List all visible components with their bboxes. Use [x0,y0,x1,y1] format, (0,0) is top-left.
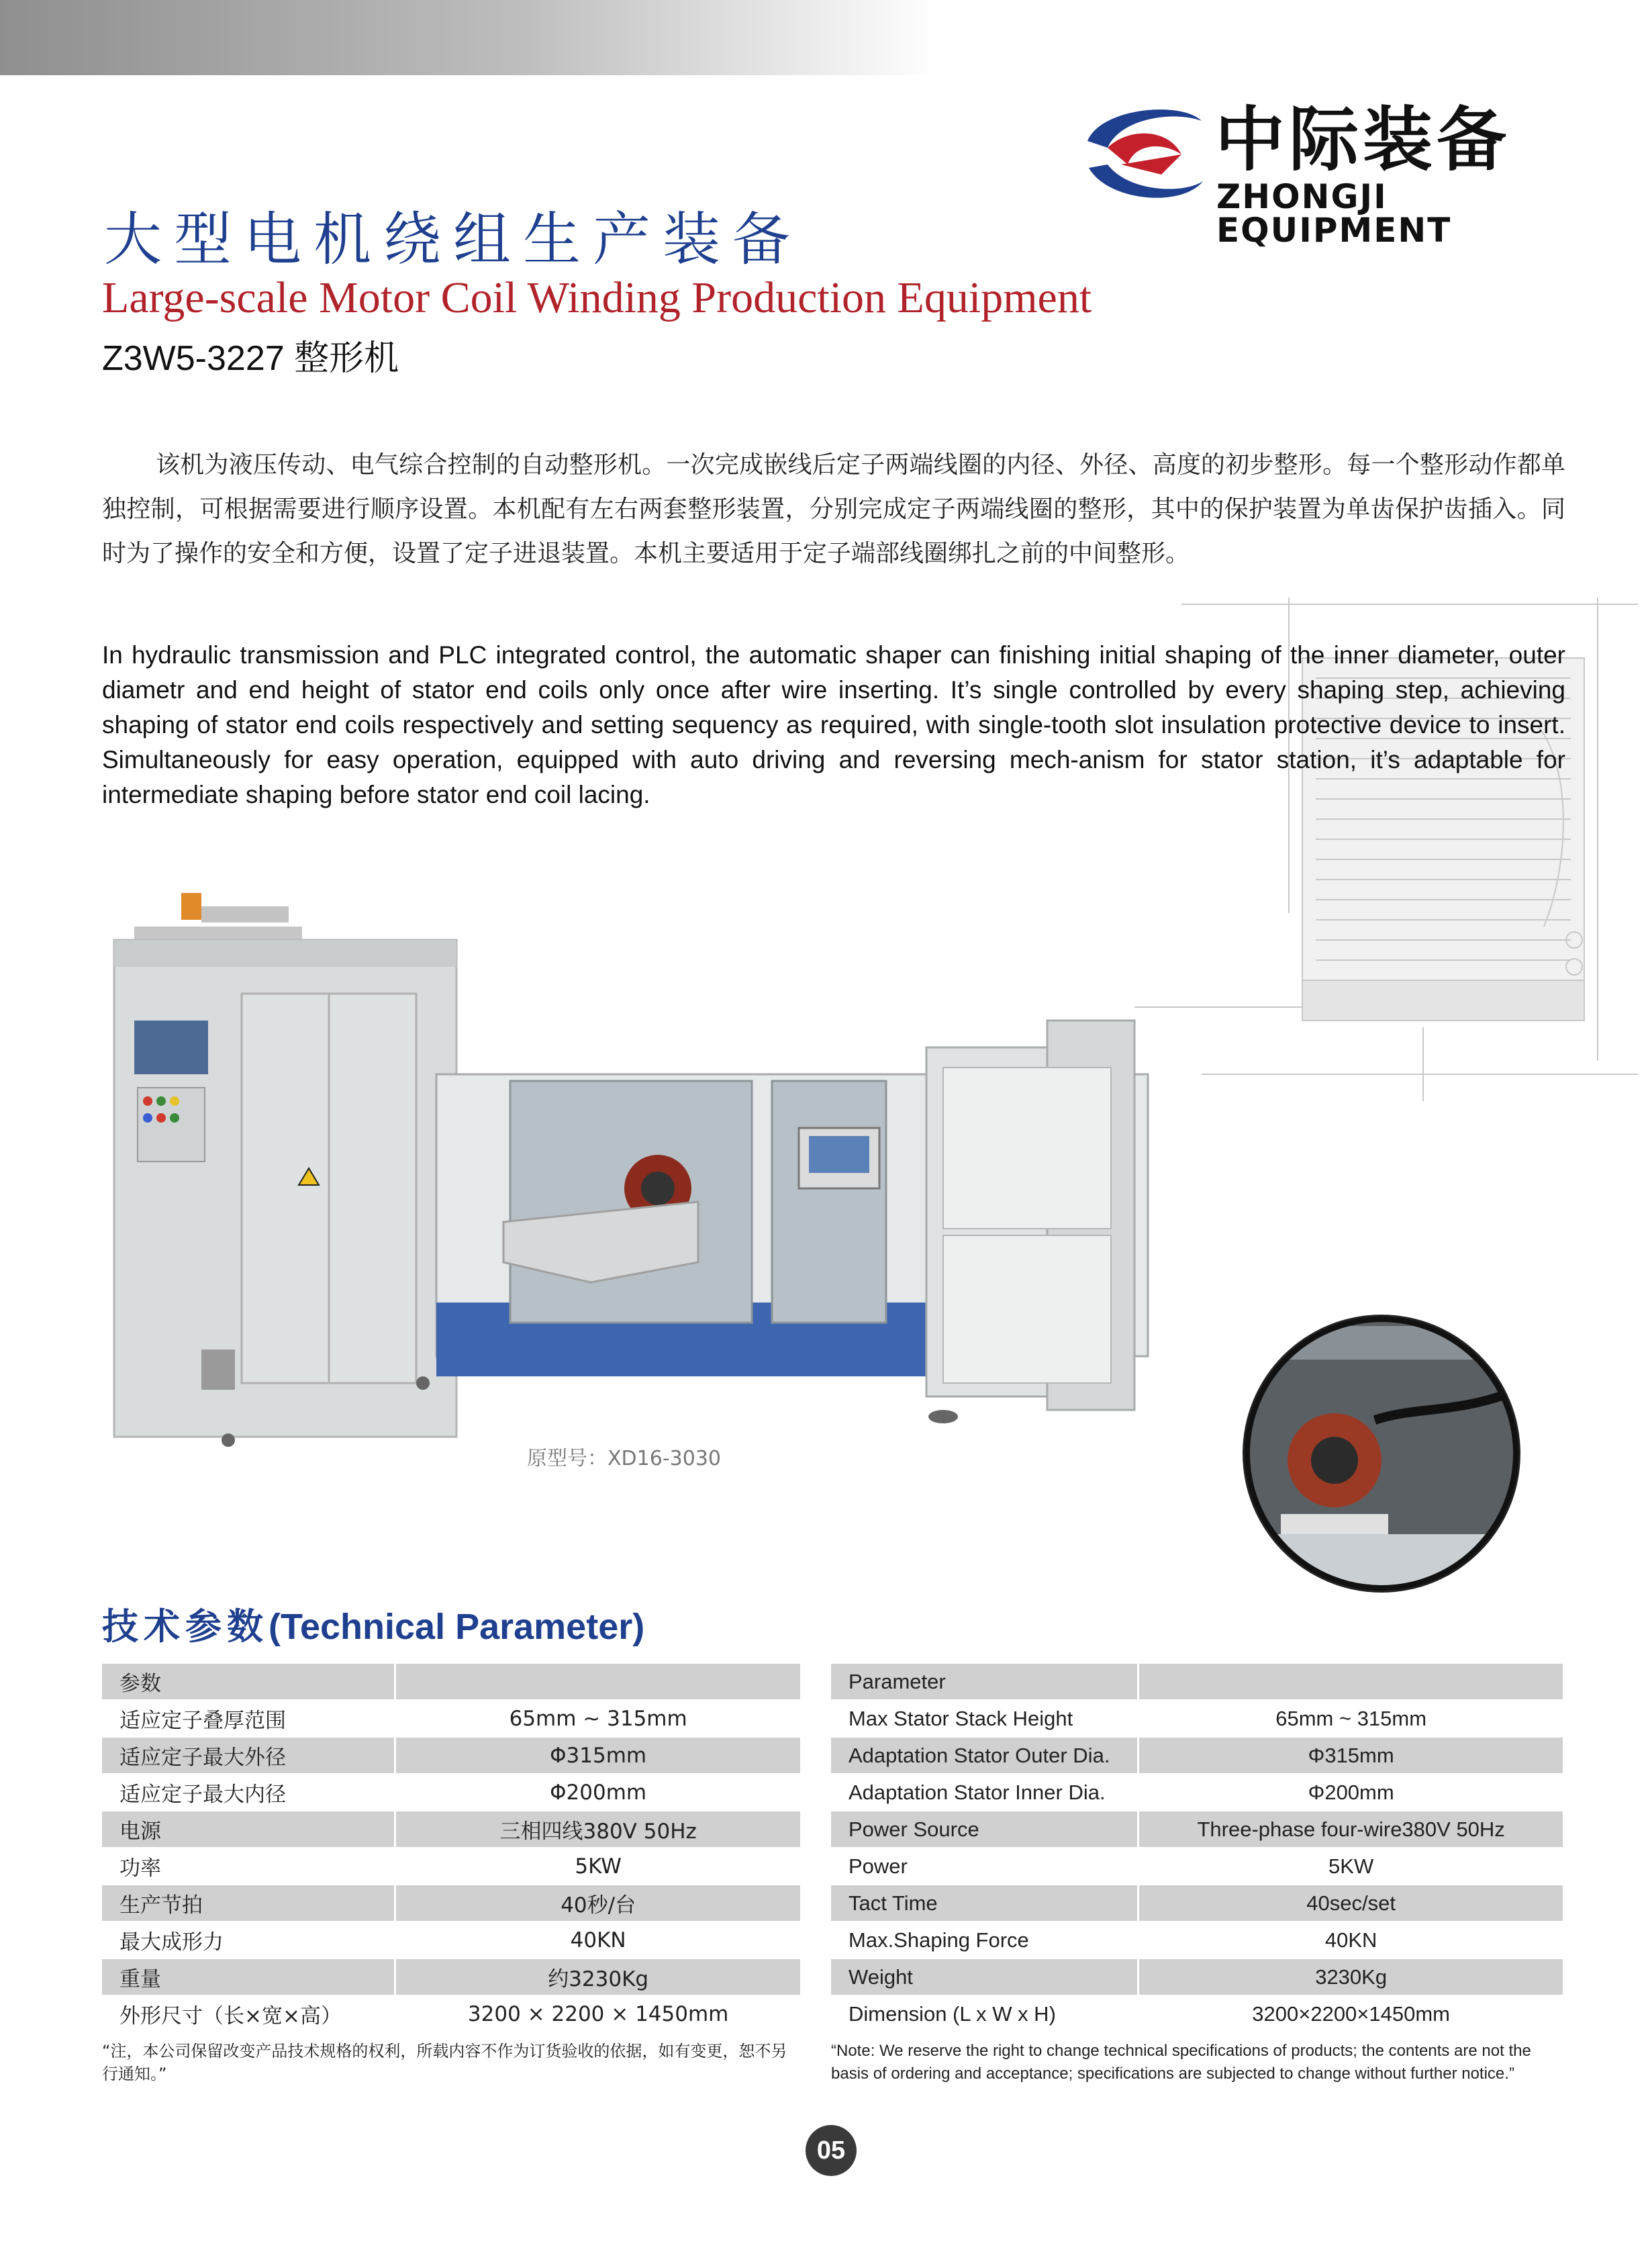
spec-table-cn [102,1664,800,2033]
param-value: 40KN [1138,1922,1563,1958]
table-row [831,1995,1563,2032]
param-value: Φ315mm [1138,1737,1563,1774]
table-row [102,1958,800,1995]
table-row [102,1848,800,1885]
table-header-row [831,1664,1563,1700]
param-label: Max Stator Stack Height [831,1700,1138,1737]
description-en: In hydraulic transmission and PLC integrated control, the automatic shaper can finishing initial shaping of the inner diameter, outer diametr and end height of stator end coils only once after wire inserting. It’s single controlled by every shaping step, achieving shaping of stator end coils respectively and setting sequency as required, with single-tooth slot insulation protective device to insert. Simultaneously for easy operation, equipped with auto driving and reversing mech-anism for stator station, it’s adaptable for intermediate shaping before stator end coil lacing. [102,641,1565,808]
param-label: Adaptation Stator Inner Dia. [831,1774,1138,1811]
param-value: 3200×2200×1450mm [1138,1995,1563,2032]
param-label: Max.Shaping Force [831,1922,1138,1958]
page-number-badge: 05 [806,2125,857,2176]
swoosh-logo-icon [1081,101,1208,215]
param-label: Adaptation Stator Outer Dia. [831,1737,1138,1774]
param-label: Tact Time [831,1885,1138,1922]
table-row [831,1737,1563,1774]
photo-caption: 原型号：XD16-3030 [527,1447,721,1470]
param-value: Φ200mm [1138,1774,1563,1811]
param-value: 3230Kg [1138,1958,1563,1995]
param-value: 40sec/set [1138,1885,1563,1922]
param-value: 40秒/台 [395,1885,800,1922]
section-title-cn: 技术参数 [102,1605,269,1648]
param-label: 最大成形力 [102,1922,395,1958]
table-row [102,1700,800,1737]
detail-zoom-photo [1241,1313,1522,1595]
spec-table-en [831,1664,1563,2033]
section-title [102,1598,644,1650]
table-row [831,1958,1563,1995]
table-row [831,1885,1563,1922]
brand-name-en: ZHONGJI EQUIPMENT [1216,177,1452,250]
table-row [102,1922,800,1958]
table-header-row [102,1664,800,1700]
param-value: Φ315mm [395,1737,800,1774]
table-row [102,1885,800,1922]
param-label: 重量 [102,1958,395,1995]
table-row [831,1848,1563,1885]
param-label: 电源 [102,1811,395,1848]
param-label: 适应定子最大内径 [102,1774,395,1811]
top-gradient-bar [0,0,940,75]
disclaimer-note-en: “Note: We reserve the right to change technical specifications of products; the contents are not the basis of ordering and acceptance; specifications are subjected to change without further notice.” [831,2042,1531,2083]
param-label: 外形尺寸（长×宽×高） [102,1995,395,2032]
param-label: 生产节拍 [102,1885,395,1922]
page-title-cn: 大型电机绕组生产装备 [104,206,802,273]
param-label: 适应定子最大外径 [102,1737,395,1774]
param-value: 约3230Kg [395,1958,800,1995]
model-number: Z3W5-3227 整形机 [102,339,399,378]
table-header-cell: Parameter [831,1664,1138,1700]
param-value: Φ200mm [395,1774,800,1811]
param-value: 三相四线380V 50Hz [395,1811,800,1848]
table-row [102,1811,800,1848]
param-label: Power Source [831,1811,1138,1848]
table-row [831,1700,1563,1737]
param-value: 5KW [1138,1848,1563,1885]
param-value: 65mm ~ 315mm [1138,1700,1563,1737]
page-title-en: Large-scale Motor Coil Winding Production Equipment [102,273,1092,322]
param-value: 65mm ~ 315mm [395,1700,800,1737]
disclaimer-note-cn: “注，本公司保留改变产品技术规格的权利，所载内容不作为订货验收的依据，如有变更，恕不另行通知。” [102,2042,787,2083]
param-value: 5KW [395,1848,800,1885]
table-row [102,1774,800,1811]
param-label: Weight [831,1958,1138,1995]
table-row [102,1995,800,2032]
param-label: Power [831,1848,1138,1885]
param-value: 40KN [395,1922,800,1958]
brand-name-cn: 中际装备 [1215,99,1511,181]
shaping-machine-photo [107,886,1222,1491]
table-row [102,1737,800,1774]
param-value: Three-phase four-wire380V 50Hz [1138,1811,1563,1848]
param-label: Dimension (L x W x H) [831,1995,1138,2032]
param-label: 适应定子叠厚范围 [102,1700,395,1737]
table-row [831,1774,1563,1811]
table-header-cell: 参数 [102,1664,395,1700]
param-value: 3200 × 2200 × 1450mm [395,1995,800,2032]
section-title-en: (Technical Parameter) [269,1607,645,1647]
brand-logo [1081,99,1571,250]
description-cn: 该机为液压传动、电气综合控制的自动整形机。一次完成嵌线后定子两端线圈的内径、外径、高度的初步整形。每一个整形动作都单独控制，可根据需要进行顺序设置。本机配有左右两套整形装置，分别完成定子两端线圈的整形，其中的保护装置为单齿保护齿插入。同时为了操作的安全和方便，设置了定子进退装置。本机主要适用于定子端部线圈绑扎之前的中间整形。 [102,451,1565,567]
table-row [831,1811,1563,1848]
table-row [831,1922,1563,1958]
param-label: 功率 [102,1848,395,1885]
